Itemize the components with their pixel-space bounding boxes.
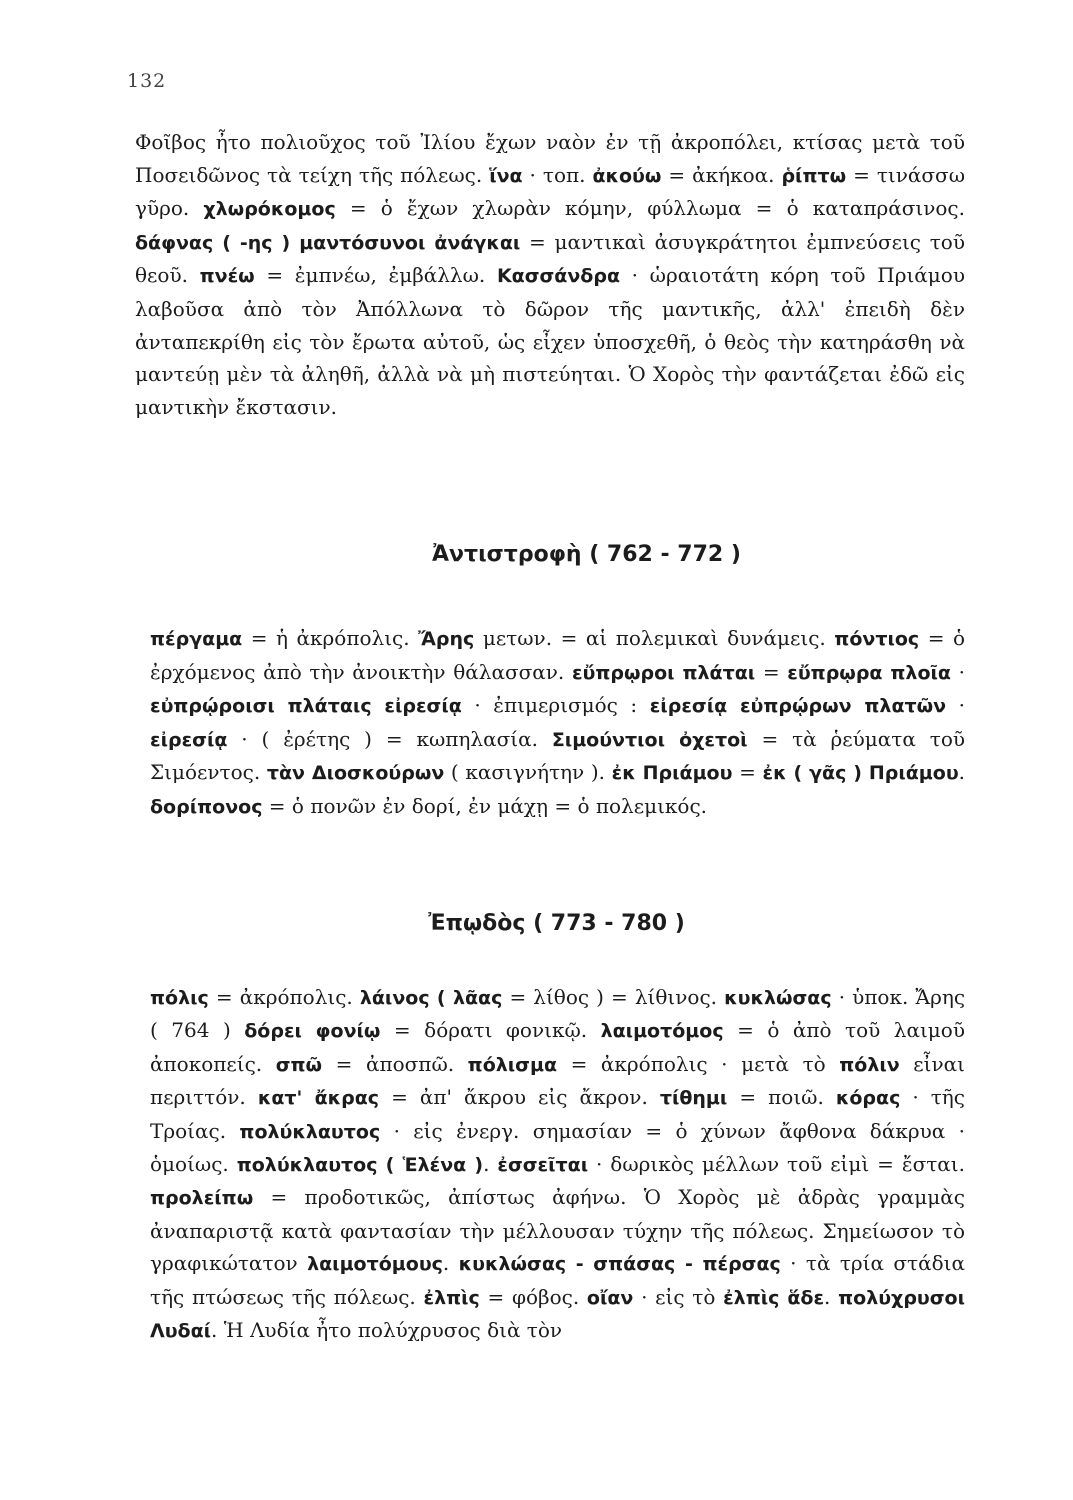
gloss-text: = ἀπ' ἄκρου εἰς ἄκρον. — [379, 1085, 660, 1110]
gloss-text: = λίθος ) = λίθινος. — [502, 985, 725, 1009]
gloss-text: = ἀκρόπολις · μετὰ τὸ — [557, 1051, 840, 1076]
lemma-term: ἀκούω — [592, 164, 662, 187]
gloss-text: = ὁ ἔχων χλωρὰν κόμην, φύλλωμα = ὁ καταπράσινος. — [335, 196, 965, 221]
gloss-text: = τὰ ῥεύματα τοῦ Σιμόεντος. — [150, 726, 966, 785]
gloss-text: · ὡραιοτάτη κόρη τοῦ Πριάμου λαβοῦσα ἀπὸ τὸν Ἀπόλλωνα τὸ δῶρον τῆς μαντικῆς, ἀλλ' ἐπειδὴ δὲν ἀνταπεκρίθη εἰς τὸν ἔρωτα αὐτοῦ, ὡς εἶχεν ὑποσχεθῆ, ὁ θεὸς τὴν κατηράσθη νὰ μαντεύῃ μὲν τὰ ἀληθῆ, ἀλλὰ νὰ μὴ πιστεύηται. Ὁ Χορὸς τὴν φαντάζεται ἐδῶ εἰς μαντικὴν ἔκστασιν. — [135, 263, 965, 419]
lemma-term: κόρας — [835, 1087, 901, 1110]
lemma-term: λαιμοτόμους — [307, 1253, 443, 1276]
lemma-term: ἐκ ( γᾶς ) Πριάμου — [762, 762, 959, 785]
gloss-text: = μαντικαὶ ἀσυγκράτητοι ἐμπνεύσεις τοῦ θεοῦ. — [135, 229, 965, 288]
gloss-text: = — [732, 760, 763, 785]
lemma-term: δάφνας ( -ης ) μαντόσυνοι ἀνάγκαι — [135, 231, 521, 254]
gloss-text: εἶναι περιττόν. — [150, 1051, 965, 1110]
commentary-paragraph-epode — [150, 981, 965, 1347]
gloss-text: · ὑποκ. Ἄρης ( 764 ) — [150, 985, 966, 1043]
lemma-term: προλείπω — [150, 1187, 254, 1210]
lemma-term: Σιμούντιοι ὀχετοὶ — [551, 728, 748, 751]
lemma-term: λάινος ( λᾶας — [359, 987, 503, 1009]
gloss-text: = φόβος. — [479, 1284, 587, 1309]
lemma-term: τὰν Διοσκούρων — [266, 762, 445, 785]
section-heading-antistrophe: Ἀντιστροφὴ ( 762 - 772 ) — [432, 542, 741, 567]
lemma-term: εὔπρῳροι πλάται — [571, 661, 756, 684]
gloss-text: = ἀκήκοα. — [661, 162, 782, 187]
lemma-term: Ἄρης — [418, 628, 475, 650]
gloss-text: = ἐμπνέω, ἐμβάλλω. — [254, 263, 497, 288]
lemma-term: πόλις — [150, 987, 209, 1009]
lemma-term: εὐπρῴροισι πλάταις εἰρεσίᾳ — [150, 695, 462, 718]
lemma-term: σπῶ — [275, 1053, 323, 1076]
lemma-term: ἐσσεῖται — [497, 1154, 589, 1177]
gloss-text: · — [946, 693, 965, 718]
gloss-text: · τὰ τρία στάδια τῆς πτώσεως τῆς πόλεως. — [150, 1251, 966, 1309]
lemma-term: ἐκ Πριάμου — [611, 762, 733, 785]
lemma-term: κατ' ἄκρας — [257, 1087, 380, 1110]
gloss-text: · εἰς ἐνεργ. σημασίαν = ὁ χύνων ἄφθονα δάκρυα · ὁμοίως. — [150, 1118, 965, 1177]
gloss-text: · τοπ. — [522, 162, 593, 187]
lemma-term: ἐλπὶς — [423, 1286, 480, 1309]
lemma-term: πολύκλαυτος ( Ἑλένα ) — [236, 1154, 484, 1177]
gloss-text: = προδοτικῶς, ἀπίστως ἀφήνω. Ὁ Χορὸς μὲ ἀδρὰς γραμμὰς ἀναπαριστᾷ κατὰ φαντασίαν τὴν μέλλουσαν τύχην τῆς πόλεως. Σημείωσον τὸ γραφικώτατον — [150, 1185, 965, 1276]
lemma-term: χλωρόκομος — [203, 198, 336, 221]
lemma-term: κυκλώσας — [724, 987, 832, 1009]
gloss-text: = ὁ ἐρχόμενος ἀπὸ τὴν ἀνοικτὴν θάλασσαν. — [150, 626, 966, 684]
gloss-text: = ὁ ἀπὸ τοῦ λαιμοῦ ἀποκοπείς. — [150, 1018, 965, 1076]
lemma-term: πόλισμα — [467, 1053, 558, 1076]
gloss-text: μετων. = αἱ πολεμικαὶ δυνάμεις. — [474, 626, 835, 650]
gloss-text: · — [950, 659, 965, 684]
lemma-term: κυκλώσας - σπάσας - πέρσας — [458, 1253, 781, 1276]
commentary-paragraph-1 — [135, 126, 965, 423]
commentary-paragraph-antistrophe — [150, 622, 965, 824]
gloss-text: · ἐπιμερισμός : — [461, 693, 650, 718]
gloss-text: . — [483, 1152, 498, 1177]
gloss-text: = ἡ ἀκρόπολις. — [242, 626, 419, 650]
lemma-term: λαιμοτόμος — [600, 1020, 724, 1043]
lemma-term: ἵνα — [489, 164, 523, 187]
gloss-text: = — [755, 659, 788, 684]
gloss-text: · ( ἐρέτης ) = κωπηλασία. — [227, 726, 552, 751]
page-number: 132 — [127, 70, 167, 92]
lemma-term: οἴαν — [586, 1286, 634, 1309]
lemma-term: πόντιος — [834, 628, 920, 650]
gloss-text: · τῆς Τροίας. — [150, 1085, 965, 1143]
gloss-text: = ἀποσπῶ. — [322, 1051, 468, 1076]
gloss-text: ( κασιγνήτην ). — [444, 760, 612, 785]
lemma-term: πολύκλαυτος — [239, 1120, 381, 1143]
gloss-text: . Ἡ Λυδία ἦτο πολύχρυσος διὰ τὸν — [211, 1318, 563, 1343]
lemma-term: πόλιν — [839, 1053, 900, 1076]
gloss-text: = ποιῶ. — [727, 1085, 836, 1110]
gloss-text: . — [824, 1284, 839, 1309]
section-heading-epode: Ἐπῳδὸς ( 773 - 780 ) — [428, 911, 685, 936]
gloss-text: = τινάσσω γῦρο. — [135, 162, 966, 221]
gloss-text: Φοῖβος ἦτο πολιοῦχος τοῦ Ἰλίου ἔχων ναὸν ἐν τῇ ἀκροπόλει, κτίσας μετὰ τοῦ Ποσειδῶνος τὰ τείχη τῆς πόλεως. — [135, 130, 965, 187]
gloss-text: · δωρικὸς μέλλων τοῦ εἰμὶ = ἔσται. — [588, 1152, 965, 1177]
lemma-term: εἰρεσίᾳ — [150, 728, 228, 751]
lemma-term: δορίπονος — [150, 795, 263, 818]
gloss-text: = ὁ πονῶν ἐν δορί, ἐν μάχῃ = ὁ πολεμικός. — [262, 793, 708, 818]
lemma-term: Κασσάνδρα — [496, 265, 621, 288]
lemma-term: τίθημι — [659, 1087, 728, 1110]
lemma-term: δόρει φονίῳ — [244, 1020, 381, 1043]
gloss-text: . — [442, 1251, 459, 1276]
lemma-term: πολύχρυσοι Λυδαί — [150, 1286, 966, 1343]
lemma-term: εὔπρῳρα πλοῖα — [787, 661, 951, 684]
gloss-text: . — [958, 760, 966, 785]
lemma-term: πέργαμα — [150, 628, 243, 650]
gloss-text: = ἀκρόπολις. — [208, 985, 360, 1009]
lemma-term: ῥίπτω — [781, 164, 847, 187]
gloss-text: = δόρατι φονικῷ. — [380, 1018, 601, 1043]
lemma-term: ἐλπὶς ἅδε — [723, 1286, 825, 1309]
lemma-term: πνέω — [199, 265, 255, 288]
gloss-text: · εἰς τὸ — [633, 1284, 724, 1309]
lemma-term: εἰρεσίᾳ εὐπρῴρων πλατῶν — [649, 695, 947, 718]
